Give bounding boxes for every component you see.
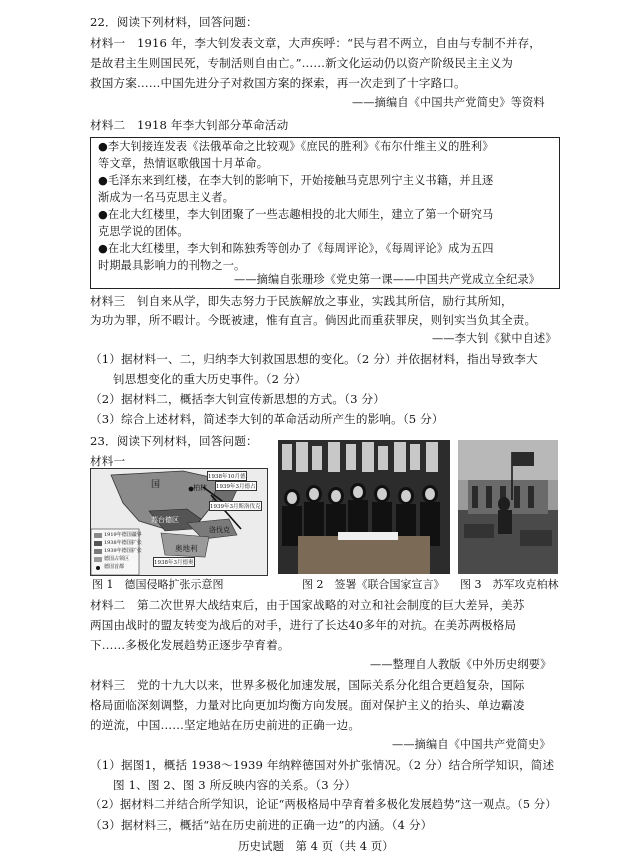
q23-question2: （2）据材料二并结合所学知识，论证“两极格局中孕育着多极化发展趋势”这一观点。（5 分） [90, 798, 557, 811]
q22-m2-source: ——摘编自张珊珍《党史第一课——中国共产党成立全纪录》 [234, 273, 541, 286]
q23-m2-source: ——整理自人教版《中外历史纲要》 [370, 658, 552, 671]
germany-expansion-map [90, 468, 268, 576]
q22-m2-item2-line1: ●毛泽东来到红楼，在李大钊的影响下，开始接触马克思列宁主义书籍，并且逐 [98, 174, 494, 187]
map-note-anschluss: 1938年3月德奥 [153, 557, 195, 567]
berlin-capture-photo [458, 440, 558, 574]
q23-m3-source: ——摘编自《中国共产党简史》 [392, 738, 551, 751]
q22-m2-item3-line2: 克思学说的团体。 [98, 225, 189, 238]
q22-m2-item1-line1: ●李大钊接连发表《法俄革命之比较观》《庶民的胜利》《布尔什维主义的胜利》 [98, 140, 494, 153]
q22-question1-line2: 钊思想变化的重大历史事件。（2 分） [113, 372, 307, 386]
q23-m3-line1: 材料三 党的十九大以来，世界多极化加速发展，国际关系分化组合更趋复杂，国际 [90, 678, 525, 692]
fig2-caption: 图 2 签署《联合国家宣言》 [302, 578, 445, 591]
q22-m2-item2-line2: 渐成为一名马克思主义者。 [98, 191, 235, 204]
map-label-berlin: 柏林 [193, 484, 207, 492]
q22-title: 22．阅读下列材料，回答问题： [90, 15, 258, 29]
map-label-slovakia: 洛伐克 [209, 526, 230, 534]
fig1-caption: 图 1 德国侵略扩张示意图 [92, 578, 224, 591]
q22-m3-line1: 材料三 钊自来从学，即失志努力于民族解放之事业，实践其所信，励行其所知， [90, 294, 513, 308]
q22-m1-source: ——摘编自《中国共产党简史》等资料 [352, 96, 545, 109]
map-note-mar1939: 1939年3月德占 [215, 481, 257, 491]
map-legend-1938: 1938年德国扩张 [104, 540, 142, 546]
q23-m3-line2: 格局面临深刻调整，力量对比向更加均衡方向发展。面对保护主义的抬头、单边霸凌 [90, 698, 525, 712]
map-note-mar1939-slovakia: 1939年3月斯洛伐克 [209, 501, 262, 511]
q23-question1-line1: （1）据图1，概括 1938～1939 年纳粹德国对外扩张情况。（2 分）结合所学知识，简述 [90, 758, 555, 772]
q22-m2-heading: 材料二 1918 年李大钊部分革命活动 [90, 118, 289, 132]
map-legend-1939: 1939年德国扩张 [104, 548, 142, 554]
map-note-oct1938: 1938年10月德 [207, 471, 247, 481]
q23-title: 23．阅读下列材料，回答问题： [90, 434, 258, 448]
q22-m2-item1-line2: 等文章，热情讴歌俄国十月革命。 [98, 157, 269, 170]
map-legend-1919: 1919年德国疆界 [104, 532, 142, 538]
q22-m2-item4-line2: 时期最具影响力的刊物之一。 [98, 259, 246, 272]
q22-m3-line2: 为功为罪，所不暇计。今既被逮，惟有直言。倘因此而重获罪戾，则钊实当负其全责。 [90, 313, 537, 327]
q22-m2-item3-line1: ●在北大红楼里，李大钊团聚了一些志趣相投的北大师生，建立了第一个研究马 [98, 208, 494, 221]
photo-berlin-graphic [458, 440, 558, 574]
q22-m1-line2: 是故君主生则国民死，专制活则自由亡。”……新文化运动仍以资产阶级民主主义为 [90, 56, 514, 70]
q23-question3: （3）据材料三，概括“站在历史前进的正确一边”的内涵。（4 分） [90, 818, 433, 832]
map-label-austria: 奥地利 [175, 544, 198, 553]
photo-declaration-graphic [278, 440, 450, 574]
un-declaration-photo [278, 440, 450, 574]
q22-m1-line1: 材料一 1916 年，李大钊发表文章，大声疾呼：“民与君不两立，自由与专制不并存， [90, 36, 542, 50]
q22-m3-source: ——李大钊《狱中自述》 [432, 332, 557, 345]
q22-question3: （3）综合上述材料，简述李大钊的革命活动所产生的影响。（5 分） [90, 412, 444, 426]
q23-m2-line3: 下……多极化发展趋势正逐步孕育着。 [90, 638, 290, 652]
q22-question1-line1: （1）据材料一、二，归纳李大钊救国思想的变化。（2 分）并依据材料，指出导致李大 [90, 352, 538, 366]
q22-m1-line3: 救国方案……中国先进分子对救国方案的探索，再一次走到了十字路口。 [90, 76, 466, 90]
map-label-country: 国 [151, 480, 161, 490]
map-legend [104, 531, 142, 571]
q23-m2-line1: 材料二 第二次世界大战结束后，由于国家战略的对立和社会制度的巨大差异，美苏 [90, 598, 525, 612]
page-footer: 历史试题 第 4 页（共 4 页） [238, 839, 394, 853]
map-legend-capital: 德国首都 [104, 564, 125, 570]
q23-m1-heading: 材料一 [90, 454, 126, 468]
map-label-sudeten: 苏台德区 [151, 516, 179, 524]
map-legend-occupied: 德国占领区 [104, 556, 130, 562]
fig3-caption: 图 3 苏军攻克柏林 [460, 578, 559, 591]
q23-question1-line2: 图 1、图 2、图 3 所反映内容的关系。（3 分） [113, 778, 357, 792]
q23-m3-line3: 的逆流，中国……坚定地站在历史前进的正确一边。 [90, 718, 361, 732]
q23-m2-line2: 两国由战时的盟友转变为战后的对手，进行了长达40多年的对抗。在美苏两极格局 [90, 618, 517, 632]
q22-question2: （2）据材料二，概括李大钊宣传新思想的方式。（3 分） [90, 392, 385, 406]
q22-m2-item4-line1: ●在北大红楼里，李大钊和陈独秀等创办了《每周评论》，《每周评论》成为五四 [98, 242, 494, 255]
